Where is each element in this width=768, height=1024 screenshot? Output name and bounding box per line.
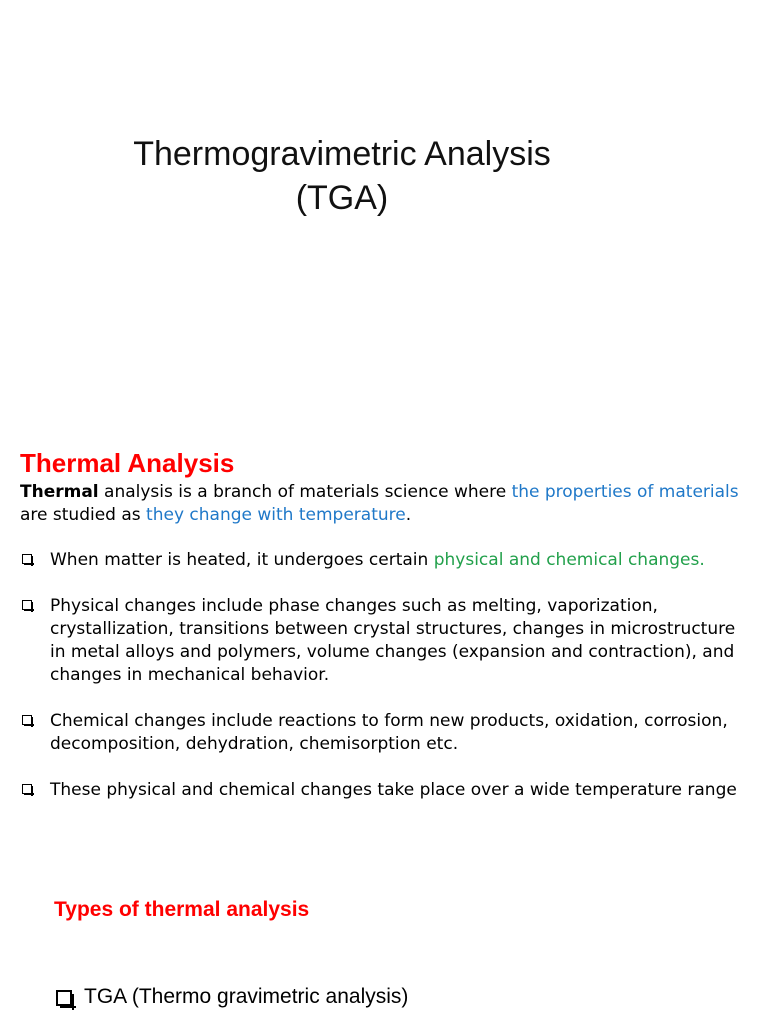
checkbox-square-icon xyxy=(22,784,32,794)
bullet-text: When matter is heated, it undergoes certain xyxy=(50,550,434,570)
bullet-text: Physical changes include phase changes such as melting, vaporization, crystallization, transitions between crystal structures, changes in microstructure in metal alloys and polymers, volume changes (expansion and contraction), and changes in mechanical behavior. xyxy=(50,596,736,685)
checkbox-square-icon xyxy=(22,554,32,564)
list-item xyxy=(20,595,740,687)
list-item xyxy=(20,710,740,756)
intro-text-2: are studied as xyxy=(20,505,147,525)
page-title xyxy=(0,132,684,220)
title-line-2: (TGA) xyxy=(295,179,389,217)
section-heading: Thermal Analysis xyxy=(20,448,235,478)
list-item xyxy=(20,779,740,802)
checkbox-square-icon xyxy=(22,715,32,725)
intro-text-3: . xyxy=(405,505,412,525)
list-item xyxy=(20,549,740,572)
title-line-1: Thermogravimetric Analysis xyxy=(133,135,551,173)
types-list-item xyxy=(56,982,408,1012)
types-heading: Types of thermal analysis xyxy=(54,898,310,921)
intro-highlight-1: the properties of materials xyxy=(511,482,739,502)
bullet-text: These physical and chemical changes take place over a wide temperature range xyxy=(50,780,737,800)
intro-bold-term: Thermal xyxy=(20,482,99,502)
checkbox-square-icon xyxy=(22,600,32,610)
intro-text-1: analysis is a branch of materials science where xyxy=(98,482,512,502)
intro-paragraph xyxy=(20,481,740,527)
bullet-list xyxy=(20,549,740,825)
bullet-highlight: physical and chemical changes. xyxy=(433,550,705,570)
types-item-label: TGA (Thermo gravimetric analysis) xyxy=(84,985,409,1008)
checkbox-square-icon xyxy=(56,990,72,1006)
bullet-text: Chemical changes include reactions to form new products, oxidation, corrosion, decomposition, dehydration, chemisorption etc. xyxy=(50,711,728,754)
intro-highlight-2: they change with temperature xyxy=(146,505,406,525)
